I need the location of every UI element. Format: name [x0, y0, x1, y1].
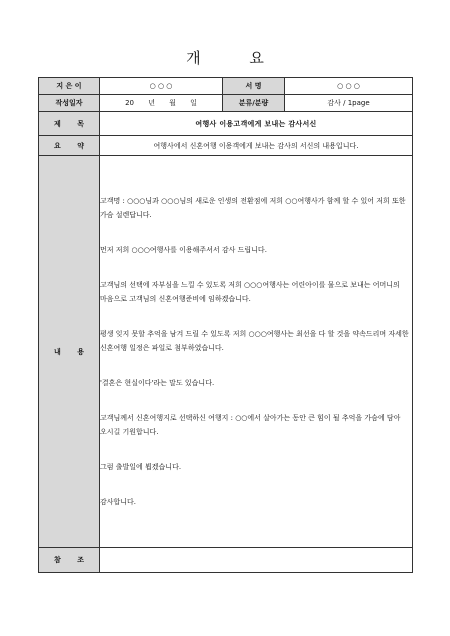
- author-label: 지 은 이: [39, 78, 100, 95]
- row-author: [39, 78, 413, 95]
- content-paragraph: '결혼은 현실이다'라는 말도 있습니다.: [100, 379, 215, 387]
- content-paragraph: 평생 잊지 못할 추억을 남겨 드릴 수 있도록 저희 ○○○여행사는 최선을 다 할 것을 약속드리며 자세한 신혼여행 일정은 파일로 첨부하였습니다.: [100, 330, 409, 352]
- document-table: [38, 77, 413, 573]
- row-reference: [39, 548, 413, 573]
- row-date: [39, 95, 413, 112]
- subject-value: 여행사 이용고객에게 보내는 감사서신: [100, 112, 413, 136]
- content-paragraph: 고객님의 선택에 자부심을 느낄 수 있도록 저희 ○○○여행사는 어린아이를 물으로 보내는 어머니의 마음으로 고객님의 신혼여행준비에 임하겠습니다.: [100, 281, 400, 303]
- reference-value: [100, 548, 413, 573]
- content-label: 내 용: [39, 156, 100, 548]
- summary-value: 여행사에서 신혼여행 이용객에게 보내는 감사의 서신의 내용입니다.: [100, 136, 413, 156]
- row-content: [39, 156, 413, 548]
- author-value: ○ ○ ○: [100, 78, 223, 95]
- summary-label: 요 약: [39, 136, 100, 156]
- category-value: 감사 / 1page: [285, 95, 413, 112]
- row-subject: [39, 112, 413, 136]
- page-title: 개 요: [186, 49, 286, 67]
- category-label: 분류/분량: [223, 95, 285, 112]
- content-paragraph: 고객님께서 신혼여행지로 선택하신 여행지 : ○○에서 살아가는 동안 큰 힘이 될 추억을 가슴에 담아 오시길 기원합니다.: [100, 414, 401, 436]
- content-paragraph: 감사합니다.: [100, 498, 137, 506]
- content-paragraph: 먼저 저희 ○○○여행사를 이용해주셔서 감사 드립니다.: [100, 246, 267, 254]
- date-label: 작성일자: [39, 95, 100, 112]
- date-value: 20 년 월 일: [100, 95, 223, 112]
- content-body: [100, 156, 413, 548]
- content-paragraph: 그럼 출발일에 뵙겠습니다.: [100, 463, 182, 471]
- reference-label: 참 조: [39, 548, 100, 573]
- subject-label: 제 목: [39, 112, 100, 136]
- content-paragraph: 고객명 : ○○○님과 ○○○님의 새로운 인생의 전환점에 저희 ○○여행사가 함께 할 수 있어 저희 또한 가슴 설렌답니다.: [100, 197, 406, 219]
- signature-value: ○ ○ ○: [285, 78, 413, 95]
- signature-label: 서 명: [223, 78, 285, 95]
- row-summary: [39, 136, 413, 156]
